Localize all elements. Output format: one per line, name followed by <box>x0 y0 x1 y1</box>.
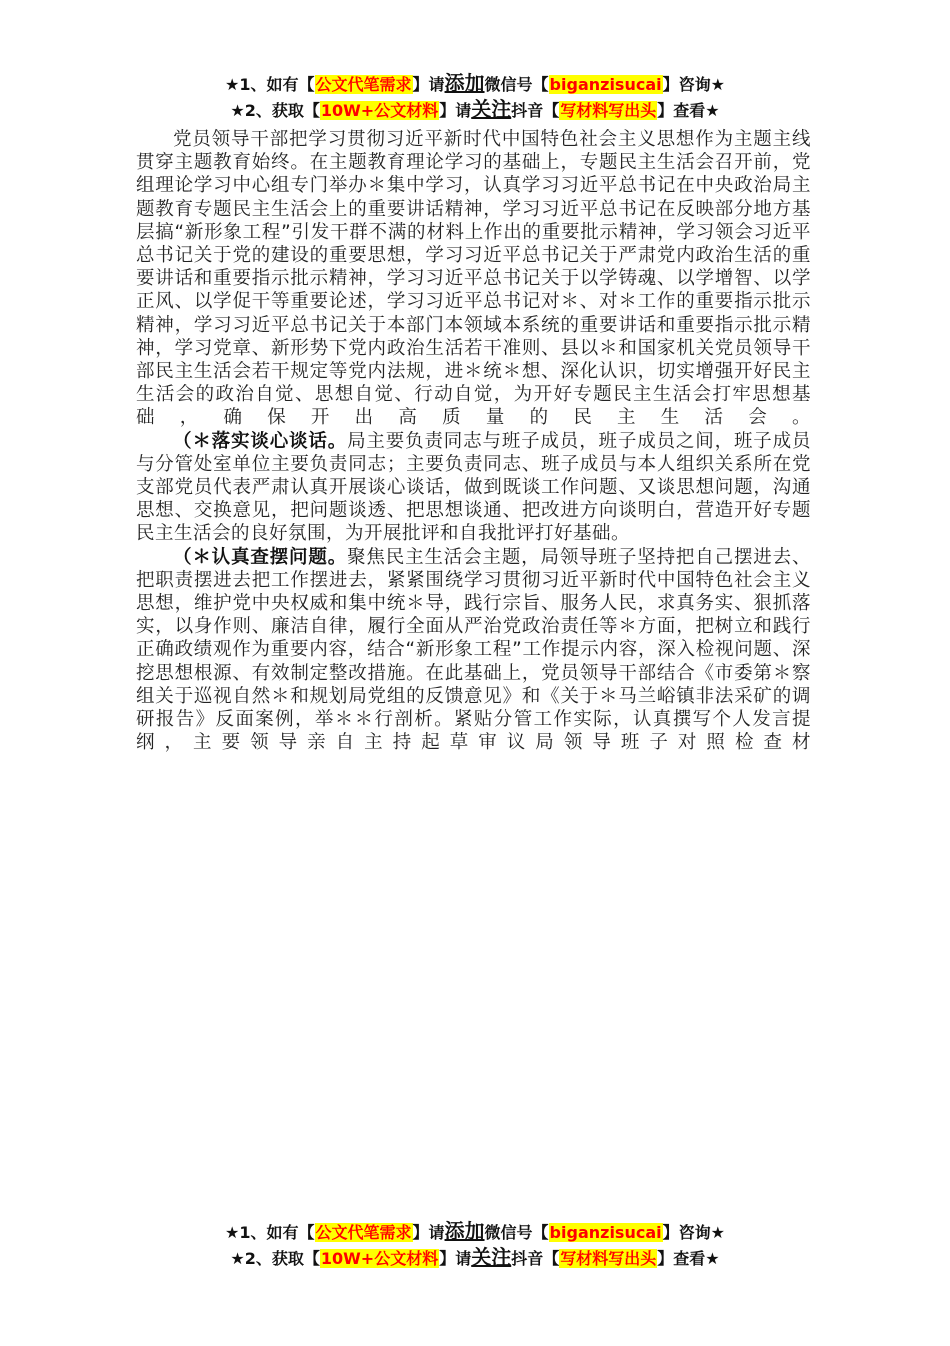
banner-line-1: ★1、如有【公文代笔需求】请添加微信号【biganzisucai】咨询★ <box>225 71 725 95</box>
highlight-wechat-id: biganzisucai <box>549 1223 662 1242</box>
document-body <box>136 128 811 754</box>
paragraph-study: 党员领导干部把学习贯彻习近平新时代中国特色社会主义思想作为主题主线贯穿主题教育始终。在主题教育理论学习的基础上，专题民主生活会召开前，党组理论学习中心组专门举办＊集中学习，认真学习习近平总书记在中央政治局主题教育专题民主生活会上的重要讲话精神，学习习近平总书记在反映部分地方基层搞“新形象工程”引发干群不满的材料上作出的重要批示精神，学习领会习近平总书记关于党的建设的重要思想，学习习近平总书记关于严肃党内政治生活的重要讲话和重要指示批示精神，学习习近平总书记关于以学铸魂、以学增智、以学正风、以学促干等重要论述，学习习近平总书记对＊、对＊工作的重要指示批示精神，学习习近平总书记关于本部门本领域本系统的重要讲话和重要指示批示精神，学习党章、新形势下党内政治生活若干准则、县以＊和国家机关党员领导干部民主生活会若干规定等党内法规，进＊统＊想、深化认识，切实增强开好民主生活会的政治自觉、思想自觉、行动自觉，为开好专题民主生活会打牢思想基础，确保开出高质量的民主生活会。 <box>136 129 811 429</box>
banner-line-2: ★2、获取【10W+公文材料】请关注抖音【写材料写出头】查看★ <box>230 1245 720 1269</box>
banner-line-2: ★2、获取【10W+公文材料】请关注抖音【写材料写出头】查看★ <box>230 97 720 121</box>
paragraph-heart-talk: （＊落实谈心谈话。局主要负责同志与班子成员，班子成员之间，班子成员与分管处室单位主要负责同志；主要负责同志、班子成员与本人组织关系所在党支部党员代表严肃认真开展谈心谈话，做到既谈工作问题、又谈思想问题，沟通思想、交换意见，把问题谈透、把思想谈通、把改进方向谈明白，营造开好专题民主生活会的良好氛围，为开展批评和自我批评打好基础。 <box>136 430 811 545</box>
highlight-materials: 10W+公文材料 <box>320 1249 439 1268</box>
section-heading-find-problems: （＊认真查摆问题。 <box>173 546 348 568</box>
paragraph-find-problems: （＊认真查摆问题。聚焦民主生活会主题，局领导班子坚持把自己摆进去、把职责摆进去把工作摆进去，紧紧围绕学习贯彻习近平新时代中国特色社会主义思想，维护党中央权威和集中统＊导，践行宗旨、服务人民，求真务实、狠抓落实，以身作则、廉洁自律，履行全面从严治党政治责任等＊方面，把树立和践行正确政绩观作为重要内容，结合“新形象工程”工作提示内容，深入检视问题、深挖思想根源、有效制定整改措施。在此基础上，党员领导干部结合《市委第＊察组关于巡视自然＊和规划局党组的反馈意见》和《关于＊马兰峪镇非法采矿的调研报告》反面案例，举＊＊行剖析。紧贴分管工作实际，认真撰写个人发言提纲，主要领导亲自主持起草审议局领导班子对照检查材 <box>136 546 811 754</box>
highlight-ghost-writing: 公文代笔需求 <box>315 75 412 94</box>
highlight-materials: 10W+公文材料 <box>320 101 439 120</box>
banner-line-1: ★1、如有【公文代笔需求】请添加微信号【biganzisucai】咨询★ <box>225 1219 725 1243</box>
top-banner <box>0 71 950 123</box>
highlight-ghost-writing: 公文代笔需求 <box>315 1223 412 1242</box>
highlight-douyin-account: 写材料写出头 <box>560 1249 657 1268</box>
bottom-banner <box>0 1219 950 1271</box>
highlight-douyin-account: 写材料写出头 <box>560 101 657 120</box>
highlight-wechat-id: biganzisucai <box>549 75 662 94</box>
section-heading-heart-talk: （＊落实谈心谈话。 <box>173 430 348 452</box>
